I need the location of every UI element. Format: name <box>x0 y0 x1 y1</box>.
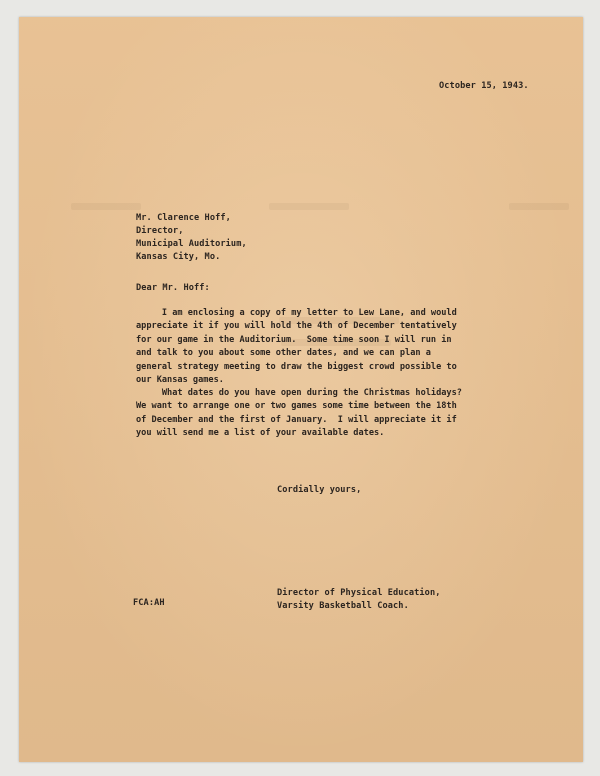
body-line: our Kansas games. <box>136 375 224 386</box>
body-line: appreciate it if you will hold the 4th of December tentatively <box>136 321 457 332</box>
letter-page <box>19 17 583 762</box>
recipient-name: Mr. Clarence Hoff, <box>136 213 231 223</box>
closing: Cordially yours, <box>277 485 362 495</box>
body-line: of December and the first of January. I will appreciate it if <box>136 414 457 425</box>
body-line: I am enclosing a copy of my letter to Lew Lane, and would <box>136 308 457 318</box>
typist-initials: FCA:AH <box>133 598 165 608</box>
signature-title-1: Director of Physical Education, <box>277 588 441 598</box>
recipient-organization: Municipal Auditorium, <box>136 239 247 249</box>
body-line: What dates do you have open during the Christmas holidays? <box>136 388 462 398</box>
bleed-through-mark <box>269 203 349 210</box>
letter-date: October 15, 1943. <box>439 81 529 91</box>
bleed-through-mark <box>509 203 569 210</box>
body-line: general strategy meeting to draw the biggest crowd possible to <box>136 361 457 372</box>
signature-title-2: Varsity Basketball Coach. <box>277 601 409 611</box>
body-line: for our game in the Auditorium. Some time soon I will run in <box>136 334 452 345</box>
body-paragraph-2 <box>136 387 462 441</box>
recipient-title: Director, <box>136 226 184 236</box>
body-line: We want to arrange one or two games some time between the 18th <box>136 401 457 412</box>
body-line: you will send me a list of your available dates. <box>136 428 385 439</box>
body-line: and talk to you about some other dates, and we can plan a <box>136 348 431 359</box>
body-paragraph-1 <box>136 307 457 387</box>
recipient-city: Kansas City, Mo. <box>136 252 221 262</box>
bleed-through-mark <box>71 203 141 210</box>
salutation: Dear Mr. Hoff: <box>136 283 210 293</box>
